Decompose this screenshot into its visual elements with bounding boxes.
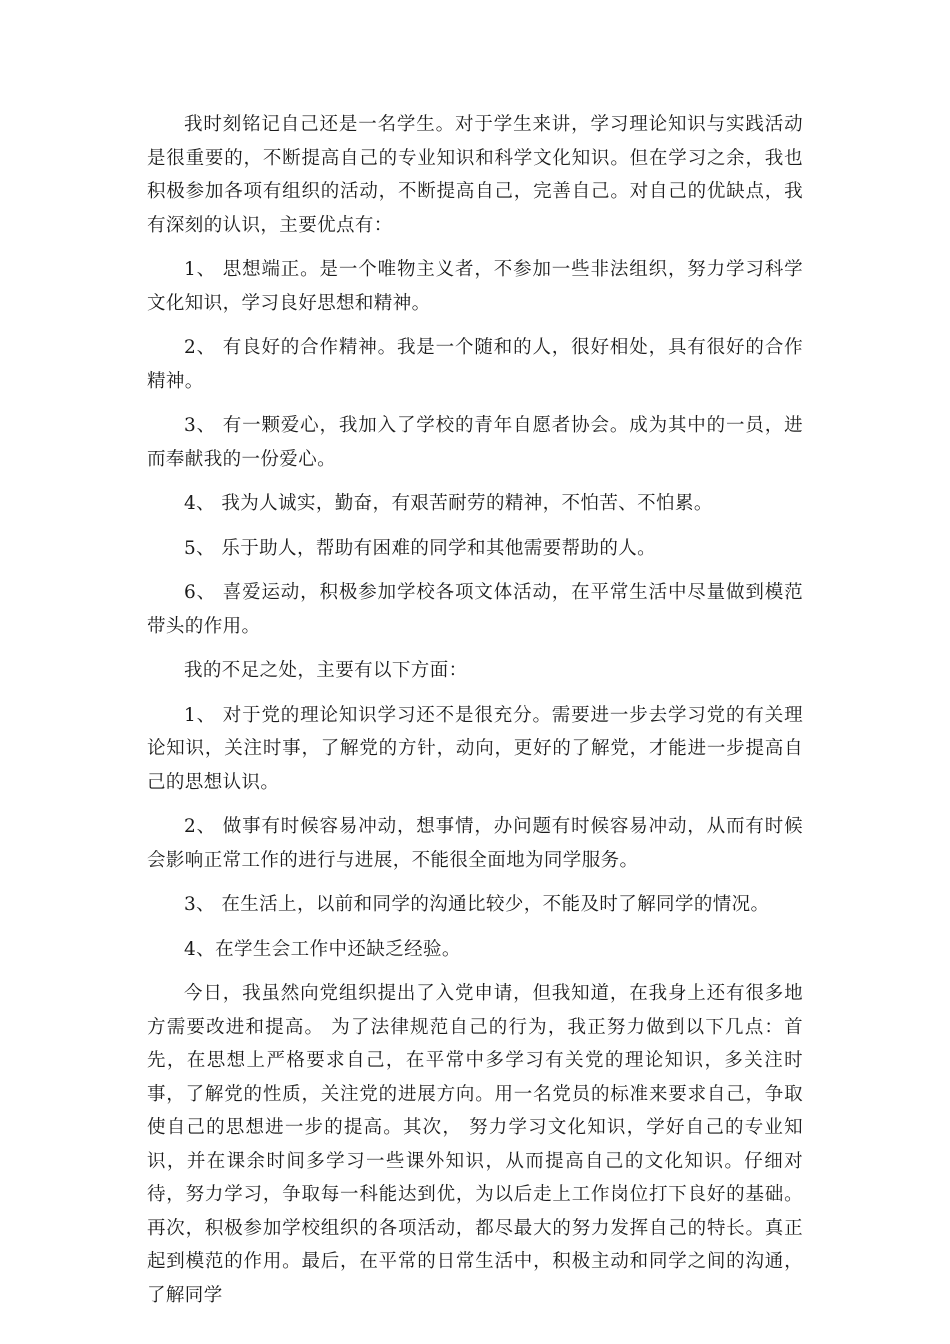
weakness-heading: 我的不足之处，主要有以下方面： (184, 660, 468, 681)
intro-paragraph: 我时刻铭记自己还是一名学生。对于学生来讲，学习理论知识与实践活动是很重要的，不断提高自己的专业知识和科学文化知识。但在学习之余，我也积极参加各项有组织的活动，不断提高自己，完善自己。对自己的优缺点，我有深刻的认识，主要优点有： (147, 114, 803, 236)
strength-item-1: 1、 思想端正。是一个唯物主义者，不参加一些非法组织，努力学习科学文化知识，学习良好思想和精神。 (147, 259, 803, 314)
weakness-item-1: 1、 对于党的理论知识学习还不是很充分。需要进一步去学习党的有关理论知识，关注时事，了解党的方针，动向，更好的了解党，才能进一步提高自己的思想认识。 (147, 704, 803, 793)
document-page (147, 108, 803, 1322)
strength-item-3: 3、 有一颗爱心，我加入了学校的青年自愿者协会。成为其中的一员，进而奉献我的一份爱心。 (147, 415, 803, 470)
strength-item-6: 6、 喜爱运动，积极参加学校各项文体活动，在平常生活中尽量做到模范带头的作用。 (147, 582, 803, 637)
weakness-item-2: 2、 做事有时候容易冲动，想事情，办问题有时候容易冲动，从而有时候会影响正常工作的进行与进展，不能很全面地为同学服务。 (147, 816, 803, 871)
weakness-item-4: 4、在学生会工作中还缺乏经验。 (184, 938, 461, 960)
strength-item-5: 5、 乐于助人，帮助有困难的同学和其他需要帮助的人。 (184, 537, 657, 559)
plan-paragraph: 今日，我虽然向党组织提出了入党申请，但我知道，在我身上还有很多地方需要改进和提高。 为了法律规范自己的行为，我正努力做到以下几点：首先，在思想上严格要求自己，在平常中多学习有关党的理论知识，多关注时事，了解党的性质，关注党的进展方向。用一名党员的标准来要求自己，争取使自己的思想进一步的提高。其次， 努力学习文化知识，学好自己的专业知识，并在课余时间多学习一些课外知识，从而提高自己的文化知识。仔细对待，努力学习，争取每一科能达到优，为以后走上工作岗位打下良好的基础。再次，积极参加学校组织的各项活动，都尽最大的努力发挥自己的特长。真正起到模范的作用。最后，在平常的日常生活中，积极主动和同学之间的沟通，了解同学 (147, 983, 803, 1306)
weakness-item-3: 3、 在生活上，以前和同学的沟通比较少，不能及时了解同学的情况。 (184, 894, 770, 915)
strength-item-2: 2、 有良好的合作精神。我是一个随和的人，很好相处，具有很好的合作精神。 (147, 337, 803, 392)
strength-item-4: 4、 我为人诚实，勤奋，有艰苦耐劳的精神，不怕苦、不怕累。 (184, 493, 713, 514)
